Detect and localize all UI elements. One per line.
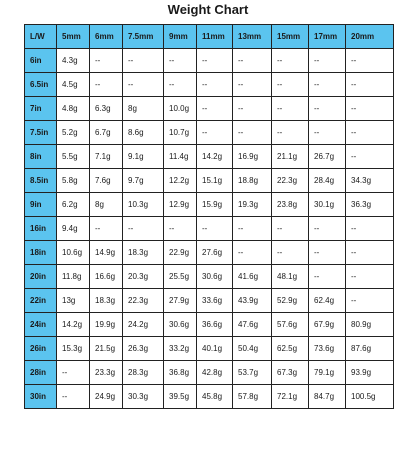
table-cell: 30.6g <box>197 265 233 289</box>
row-header-cell: 28in <box>25 361 57 385</box>
table-cell: -- <box>197 73 233 97</box>
table-cell: -- <box>197 217 233 241</box>
table-cell: 12.9g <box>164 193 197 217</box>
table-row <box>25 73 394 97</box>
row-header-cell: 22in <box>25 289 57 313</box>
table-cell: 24.9g <box>90 385 123 409</box>
table-cell: 39.5g <box>164 385 197 409</box>
table-cell: 27.9g <box>164 289 197 313</box>
table-cell: 42.8g <box>197 361 233 385</box>
table-cell: 19.9g <box>90 313 123 337</box>
table-cell: 52.9g <box>272 289 309 313</box>
table-cell: 21.5g <box>90 337 123 361</box>
table-cell: -- <box>233 49 272 73</box>
table-cell: -- <box>197 97 233 121</box>
table-cell: 40.1g <box>197 337 233 361</box>
row-header-cell: 9in <box>25 193 57 217</box>
row-header-cell: 18in <box>25 241 57 265</box>
table-cell: -- <box>346 289 394 313</box>
table-cell: 53.7g <box>233 361 272 385</box>
table-cell: 4.8g <box>57 97 90 121</box>
table-cell: 11.4g <box>164 145 197 169</box>
table-cell: 14.2g <box>197 145 233 169</box>
column-header-cell: 6mm <box>90 25 123 49</box>
table-cell: 12.2g <box>164 169 197 193</box>
table-cell: 100.5g <box>346 385 394 409</box>
table-row <box>25 193 394 217</box>
row-header-cell: 26in <box>25 337 57 361</box>
table-cell: -- <box>346 241 394 265</box>
table-header <box>25 25 394 49</box>
table-cell: -- <box>346 265 394 289</box>
table-cell: 93.9g <box>346 361 394 385</box>
table-cell: 34.3g <box>346 169 394 193</box>
table-cell: 47.6g <box>233 313 272 337</box>
table-cell: 67.3g <box>272 361 309 385</box>
table-cell: 22.3g <box>272 169 309 193</box>
table-cell: 9.4g <box>57 217 90 241</box>
table-cell: -- <box>90 73 123 97</box>
table-cell: -- <box>346 121 394 145</box>
table-row <box>25 49 394 73</box>
table-row <box>25 313 394 337</box>
table-cell: 73.6g <box>309 337 346 361</box>
table-cell: -- <box>272 217 309 241</box>
row-header-cell: 6.5in <box>25 73 57 97</box>
table-cell: 26.3g <box>123 337 164 361</box>
column-header-cell: 11mm <box>197 25 233 49</box>
table-cell: 5.8g <box>57 169 90 193</box>
table-cell: 22.3g <box>123 289 164 313</box>
table-cell: 36.6g <box>197 313 233 337</box>
table-cell: 18.3g <box>123 241 164 265</box>
table-body <box>25 49 394 409</box>
table-cell: -- <box>309 97 346 121</box>
corner-header-cell: L/W <box>25 25 57 49</box>
table-row <box>25 241 394 265</box>
table-cell: 30.3g <box>123 385 164 409</box>
table-cell: -- <box>309 217 346 241</box>
row-header-cell: 6in <box>25 49 57 73</box>
table-cell: 22.9g <box>164 241 197 265</box>
table-cell: 6.2g <box>57 193 90 217</box>
table-cell: -- <box>57 385 90 409</box>
table-cell: -- <box>164 217 197 241</box>
table-cell: -- <box>309 241 346 265</box>
table-cell: -- <box>57 361 90 385</box>
column-header-cell: 9mm <box>164 25 197 49</box>
table-cell: 10.7g <box>164 121 197 145</box>
table-cell: -- <box>197 121 233 145</box>
row-header-cell: 7in <box>25 97 57 121</box>
table-cell: 87.6g <box>346 337 394 361</box>
table-cell: -- <box>309 121 346 145</box>
table-cell: -- <box>346 97 394 121</box>
table-row <box>25 289 394 313</box>
table-cell: -- <box>346 73 394 97</box>
table-cell: 6.3g <box>90 97 123 121</box>
table-row <box>25 97 394 121</box>
table-cell: 8g <box>123 97 164 121</box>
table-cell: 18.3g <box>90 289 123 313</box>
table-cell: -- <box>90 217 123 241</box>
column-header-cell: 7.5mm <box>123 25 164 49</box>
table-cell: -- <box>123 73 164 97</box>
table-cell: 21.1g <box>272 145 309 169</box>
row-header-cell: 8in <box>25 145 57 169</box>
table-row <box>25 265 394 289</box>
table-cell: 8g <box>90 193 123 217</box>
table-cell: 9.7g <box>123 169 164 193</box>
table-row <box>25 361 394 385</box>
table-cell: 62.5g <box>272 337 309 361</box>
table-row <box>25 121 394 145</box>
row-header-cell: 7.5in <box>25 121 57 145</box>
table-cell: 36.8g <box>164 361 197 385</box>
chart-title: Weight Chart <box>167 2 249 17</box>
column-header-cell: 13mm <box>233 25 272 49</box>
table-cell: 7.1g <box>90 145 123 169</box>
table-cell: -- <box>197 49 233 73</box>
table-cell: 45.8g <box>197 385 233 409</box>
table-cell: 80.9g <box>346 313 394 337</box>
table-cell: 26.7g <box>309 145 346 169</box>
row-header-cell: 20in <box>25 265 57 289</box>
table-cell: 9.1g <box>123 145 164 169</box>
table-cell: -- <box>272 97 309 121</box>
table-cell: 79.1g <box>309 361 346 385</box>
table-cell: 4.3g <box>57 49 90 73</box>
table-cell: -- <box>233 121 272 145</box>
table-cell: 19.3g <box>233 193 272 217</box>
table-cell: 84.7g <box>309 385 346 409</box>
weight-table <box>24 24 394 409</box>
table-cell: 15.9g <box>197 193 233 217</box>
table-cell: 48.1g <box>272 265 309 289</box>
table-cell: -- <box>233 73 272 97</box>
table-cell: 30.1g <box>309 193 346 217</box>
table-cell: 67.9g <box>309 313 346 337</box>
table-cell: -- <box>309 49 346 73</box>
table-cell: 50.4g <box>233 337 272 361</box>
row-header-cell: 8.5in <box>25 169 57 193</box>
table-cell: -- <box>272 241 309 265</box>
table-row <box>25 145 394 169</box>
table-cell: 5.2g <box>57 121 90 145</box>
table-cell: -- <box>90 49 123 73</box>
column-header-cell: 15mm <box>272 25 309 49</box>
table-cell: -- <box>123 217 164 241</box>
table-row <box>25 217 394 241</box>
table-cell: 43.9g <box>233 289 272 313</box>
row-header-cell: 24in <box>25 313 57 337</box>
table-cell: -- <box>123 49 164 73</box>
table-cell: 18.8g <box>233 169 272 193</box>
table-cell: -- <box>272 73 309 97</box>
header-row <box>25 25 394 49</box>
table-cell: 20.3g <box>123 265 164 289</box>
row-header-cell: 30in <box>25 385 57 409</box>
table-cell: 6.7g <box>90 121 123 145</box>
table-cell: 10.3g <box>123 193 164 217</box>
table-cell: 16.9g <box>233 145 272 169</box>
column-header-cell: 5mm <box>57 25 90 49</box>
table-cell: 15.1g <box>197 169 233 193</box>
table-cell: 41.6g <box>233 265 272 289</box>
table-cell: -- <box>272 49 309 73</box>
table-cell: 28.4g <box>309 169 346 193</box>
table-row <box>25 337 394 361</box>
table-cell: 25.5g <box>164 265 197 289</box>
table-cell: 57.8g <box>233 385 272 409</box>
table-cell: -- <box>233 97 272 121</box>
table-cell: 33.6g <box>197 289 233 313</box>
table-cell: 7.6g <box>90 169 123 193</box>
table-cell: -- <box>346 217 394 241</box>
table-row <box>25 169 394 193</box>
table-cell: 72.1g <box>272 385 309 409</box>
table-cell: 4.5g <box>57 73 90 97</box>
table-cell: 30.6g <box>164 313 197 337</box>
table-cell: 10.0g <box>164 97 197 121</box>
table-cell: 15.3g <box>57 337 90 361</box>
table-cell: 24.2g <box>123 313 164 337</box>
table-cell: 23.8g <box>272 193 309 217</box>
table-cell: -- <box>272 121 309 145</box>
table-cell: -- <box>309 73 346 97</box>
table-cell: -- <box>346 145 394 169</box>
table-cell: 23.3g <box>90 361 123 385</box>
table-cell: 10.6g <box>57 241 90 265</box>
table-cell: 14.9g <box>90 241 123 265</box>
table-cell: 8.6g <box>123 121 164 145</box>
table-cell: 13g <box>57 289 90 313</box>
table-cell: 36.3g <box>346 193 394 217</box>
table-cell: -- <box>164 73 197 97</box>
table-cell: -- <box>346 49 394 73</box>
table-cell: 5.5g <box>57 145 90 169</box>
table-cell: -- <box>164 49 197 73</box>
table-cell: 57.6g <box>272 313 309 337</box>
table-cell: 28.3g <box>123 361 164 385</box>
column-header-cell: 17mm <box>309 25 346 49</box>
table-cell: 11.8g <box>57 265 90 289</box>
table-cell: 27.6g <box>197 241 233 265</box>
column-header-cell: 20mm <box>346 25 394 49</box>
table-cell: -- <box>233 241 272 265</box>
table-cell: 14.2g <box>57 313 90 337</box>
row-header-cell: 16in <box>25 217 57 241</box>
table-row <box>25 385 394 409</box>
table-cell: 62.4g <box>309 289 346 313</box>
table-cell: -- <box>233 217 272 241</box>
table-cell: 33.2g <box>164 337 197 361</box>
table-cell: 16.6g <box>90 265 123 289</box>
table-cell: -- <box>309 265 346 289</box>
